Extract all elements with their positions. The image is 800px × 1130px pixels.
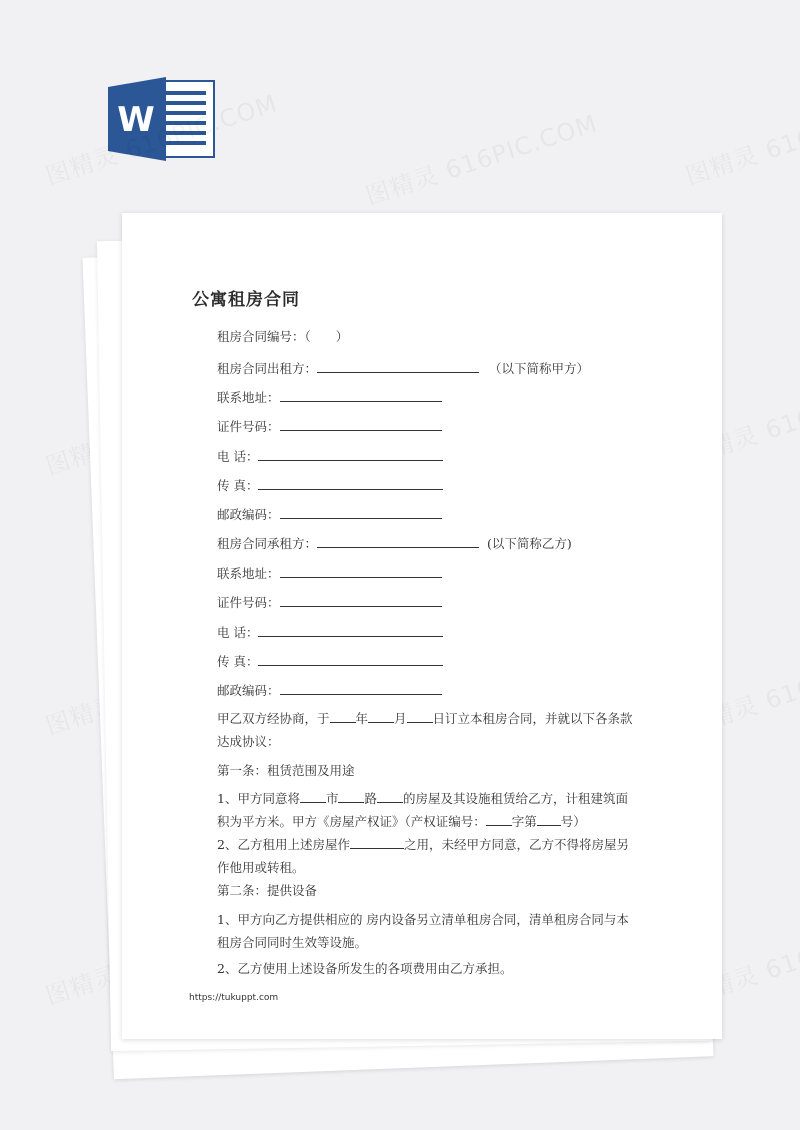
lessor-phone: 电 话： (217, 448, 443, 465)
lessor-fax: 传 真： (217, 477, 443, 494)
lessee-fax: 传 真： (217, 653, 443, 670)
lessee-id-no: 证件号码： (217, 594, 442, 611)
document-title: 公寓租房合同 (192, 290, 300, 310)
lessor-address: 联系地址： (217, 389, 442, 406)
lessor-blank (317, 360, 479, 373)
field-blank (280, 418, 442, 431)
field-blank (280, 565, 442, 578)
source-url: https://tukuppt.com (189, 993, 279, 1003)
article-2-clause-1: 1、甲方向乙方提供相应的 房内设备另立清单租房合同，清单租房合同与本租房合同同时生效等设施。 (217, 912, 629, 950)
article-1-clause-1: 1、甲方同意将 市 路 的房屋及其设施租赁给乙方，计租建筑面积为平方米。甲方《房屋产权证》（产权证编号： 字第 号） (217, 791, 629, 829)
document-page (122, 213, 722, 1039)
field-blank (280, 594, 442, 607)
field-blank (280, 506, 442, 519)
contract-number: 租房合同编号：（ ） (217, 329, 349, 344)
field-blank (258, 448, 443, 461)
lessee-postcode: 邮政编码： (217, 682, 442, 699)
lessee-address: 联系地址： (217, 565, 442, 582)
agreement-paragraph: 甲乙双方经协商，于 年 月 日订立本租房合同，并就以下各条款达成协议： (217, 711, 633, 749)
field-blank (258, 624, 443, 637)
lessee-line: 租房合同承租方： (以下简称乙方) (217, 536, 572, 551)
lessee-phone: 电 话： (217, 624, 443, 641)
word-logo-icon (108, 77, 216, 161)
watermark (681, 84, 800, 192)
article-2-clause-2: 2、乙方使用上述设备所发生的各项费用由乙方承担。 (217, 961, 513, 976)
lessee-blank (317, 535, 479, 548)
word-logo-letter: W (117, 100, 155, 140)
lessor-line: 租房合同出租方： （以下简称甲方） (217, 361, 590, 376)
article-1-heading: 第一条：租赁范围及用途 (217, 763, 355, 778)
field-blank (258, 477, 443, 490)
field-blank (258, 653, 443, 666)
watermark (361, 104, 602, 212)
field-blank (280, 389, 442, 402)
article-1-clause-2: 2、乙方租用上述房屋作 之用，未经甲方同意，乙方不得将房屋另作他用或转租。 (217, 837, 629, 875)
field-blank (280, 682, 442, 695)
lessor-postcode: 邮政编码： (217, 506, 442, 523)
lessor-id-no: 证件号码： (217, 418, 442, 435)
article-2-heading: 第二条：提供设备 (217, 883, 318, 898)
